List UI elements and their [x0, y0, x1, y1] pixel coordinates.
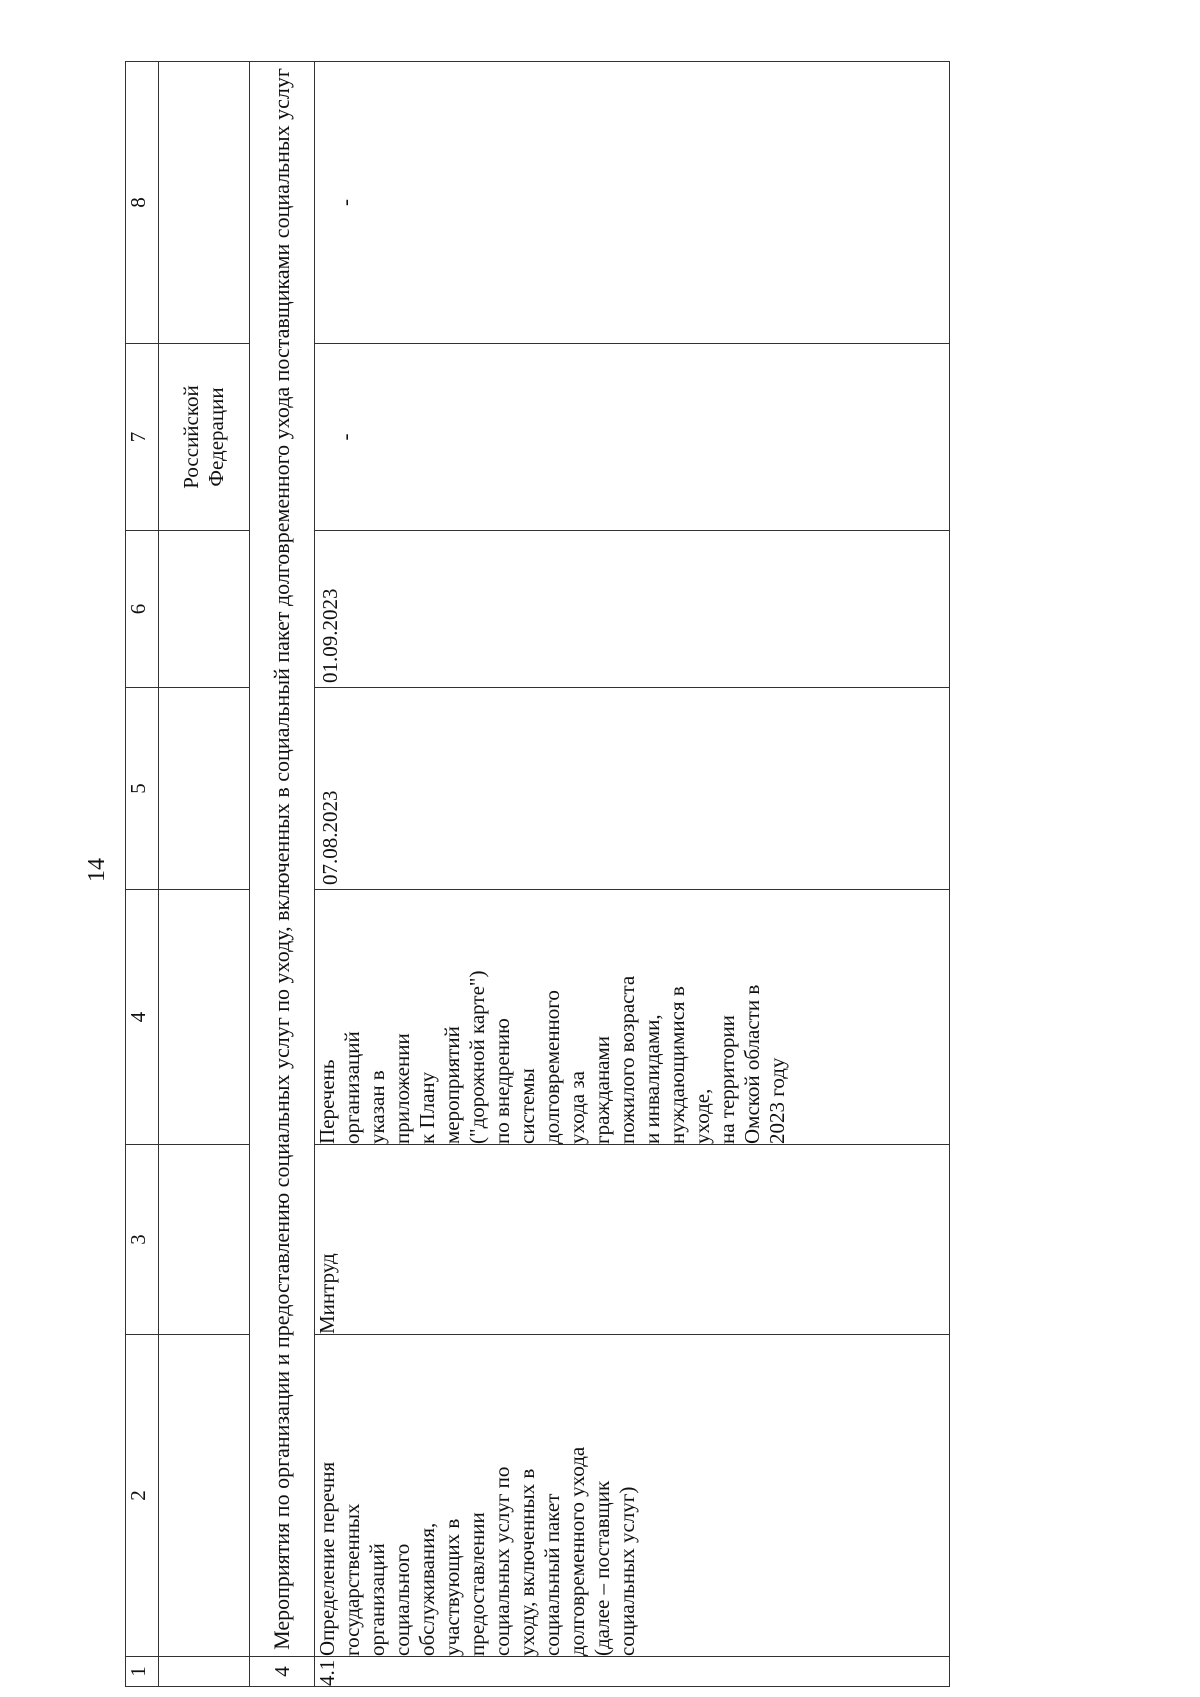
row-col7-value: -	[315, 344, 950, 531]
row-number: 4.1	[315, 1657, 950, 1687]
header-cell: 1	[126, 1657, 159, 1687]
header-cell: 5	[126, 688, 159, 890]
continuation-row	[159, 62, 250, 1687]
header-cell: 4	[126, 890, 159, 1145]
table-row	[315, 62, 950, 1687]
row-result: Перечень организаций указан в приложении к Плану мероприятий ("дорожной карте") по внедрению системы долговременного ухода за гражданами пожилого возраста и инвалидами, нуждающимися в уходе, на территории Омской области в 2023 году	[315, 890, 950, 1145]
empty-cell	[159, 62, 250, 344]
empty-cell	[159, 1657, 250, 1687]
row-start-date: 07.08.2023	[315, 688, 950, 890]
empty-cell	[159, 688, 250, 890]
header-row	[126, 62, 159, 1687]
header-cell: 3	[126, 1145, 159, 1335]
page-number-text: 14	[84, 858, 110, 882]
empty-cell	[159, 1335, 250, 1657]
row-end-date: 01.09.2023	[315, 531, 950, 688]
plan-table	[125, 61, 950, 1687]
header-cell: 6	[126, 531, 159, 688]
row-executor: Минтруд	[315, 1145, 950, 1335]
rotated-table-container	[125, 62, 950, 1687]
empty-cell	[159, 531, 250, 688]
empty-cell	[159, 1145, 250, 1335]
continuation-text: Российской Федерации	[159, 344, 250, 531]
header-cell: 8	[126, 62, 159, 344]
section-number: 4	[250, 1657, 315, 1687]
row-col8-value: -	[315, 62, 950, 344]
section-title: Мероприятия по организации и предоставлению социальных услуг по уходу, включенных в социальный пакет долговременного ухода поставщиками социальных услуг	[250, 62, 315, 1657]
header-cell: 2	[126, 1335, 159, 1657]
header-cell: 7	[126, 344, 159, 531]
section-row	[250, 62, 315, 1687]
empty-cell	[159, 890, 250, 1145]
row-event: Определение перечня государственных организаций социального обслуживания, участвующих в предоставлении социальных услуг по уходу, включенных в социальный пакет долговременного ухода (далее – поставщик социальных услуг)	[315, 1335, 950, 1657]
